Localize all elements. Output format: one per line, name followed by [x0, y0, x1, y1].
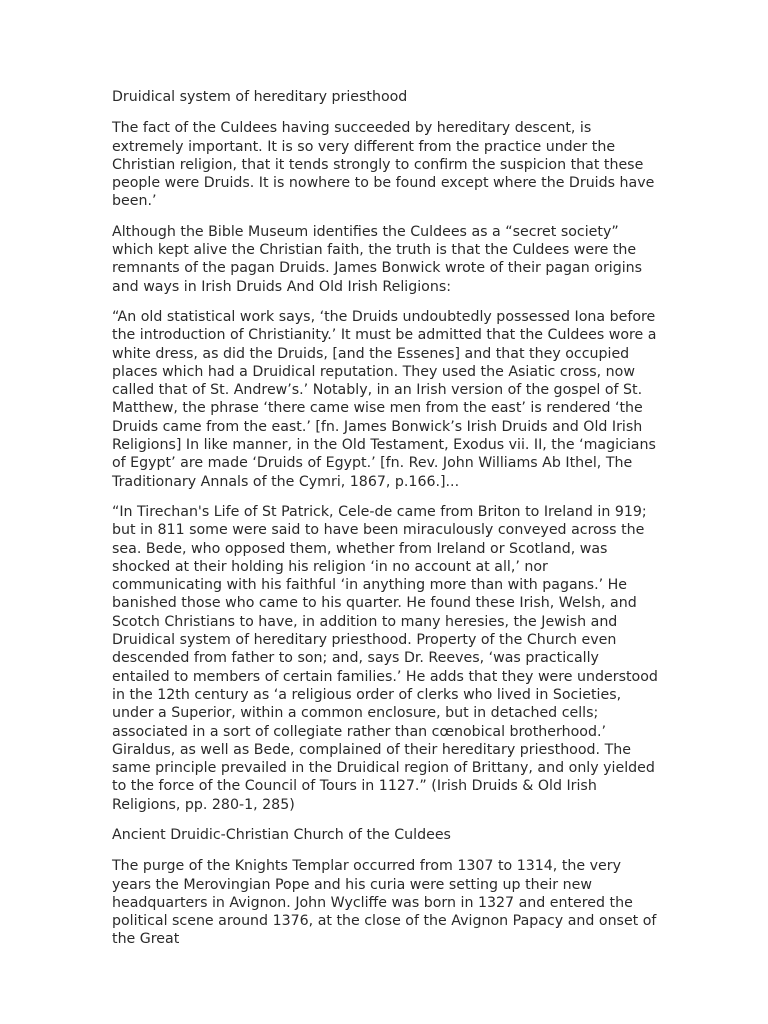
paragraph: The purge of the Knights Templar occurred from 1307 to 1314, the very years the Merovingian Pope and his curia were setting up their new headquarters in Avignon. John Wycliffe was born in 1327 and entered the political scene around 1376, at the close of the Avignon Papacy and onset of the Great [112, 858, 657, 948]
paragraph: Although the Bible Museum identifies the Culdees as a “secret society” which kept alive the Christian faith, the truth is that the Culdees were the remnants of the pagan Druids. James Bonwick wrote of their pagan origins and ways in Irish Druids And Old Irish Religions: [112, 223, 643, 295]
paragraph: The fact of the Culdees having succeeded by hereditary descent, is extremely important. It is so very different from the practice under the Christian religion, that it tends strongly to confirm the suspicion that these people were Druids. It is nowhere to be found except where the Druids have been.’ [112, 120, 655, 210]
quote-paragraph: “In Tirechan's Life of St Patrick, Cele-de came from Briton to Ireland in 919; but in 811 some were said to have been miraculously conveyed across the sea. Bede, who opposed them, whether from Ireland or Scotland, was shocked at their holding his religion ‘in no account at all,’ nor communicating with his faithful ‘in anything more than with pagans.’ He banished those who came to his quarter. He found these Irish, Welsh, and Scotch Christians to have, in addition to many heresies, the Jewish and Druidical system of hereditary priesthood. Property of the Church even descended from father to son; and, says Dr. Reeves, ‘was practically entailed to members of certain families.’ He adds that they were understood in the 12th century as ‘a religious order of clerks who lived in Societies, under a Superior, within a common enclosure, but in detached cells; associated in a sort of collegiate rather than cœnobical brotherhood.’ Giraldus, as well as Bede, complained of their hereditary priesthood. The same principle prevailed in the Druidical region of Brittany, and only yielded to the force of the Council of Tours in 1127.” (Irish Druids & Old Irish Religions, pp. 280-1, 285) [112, 503, 658, 813]
quote-paragraph: “An old statistical work says, ‘the Druids undoubtedly possessed Iona before the introduction of Christianity.’ It must be admitted that the Culdees wore a white dress, as did the Druids, [and the Essenes] and that they occupied places which had a Druidical reputation. They used the Asiatic cross, now called that of St. Andrew’s.’ Notably, in an Irish version of the gospel of St. Matthew, the phrase ‘there came wise men from the east’ is rendered ‘the Druids came from the east.’ [fn. James Bonwick’s Irish Druids and Old Irish Religions] In like manner, in the Old Testament, Exodus vii. II, the ‘magicians of Egypt’ are made ‘Druids of Egypt.’ [fn. Rev. John Williams Ab Ithel, The Traditionary Annals of the Cymri, 1867, p.166.]... [112, 308, 657, 490]
section-heading: Druidical system of hereditary priesthood [112, 89, 408, 105]
document-page [112, 88, 658, 961]
section-heading: Ancient Druidic-Christian Church of the Culdees [112, 826, 451, 843]
